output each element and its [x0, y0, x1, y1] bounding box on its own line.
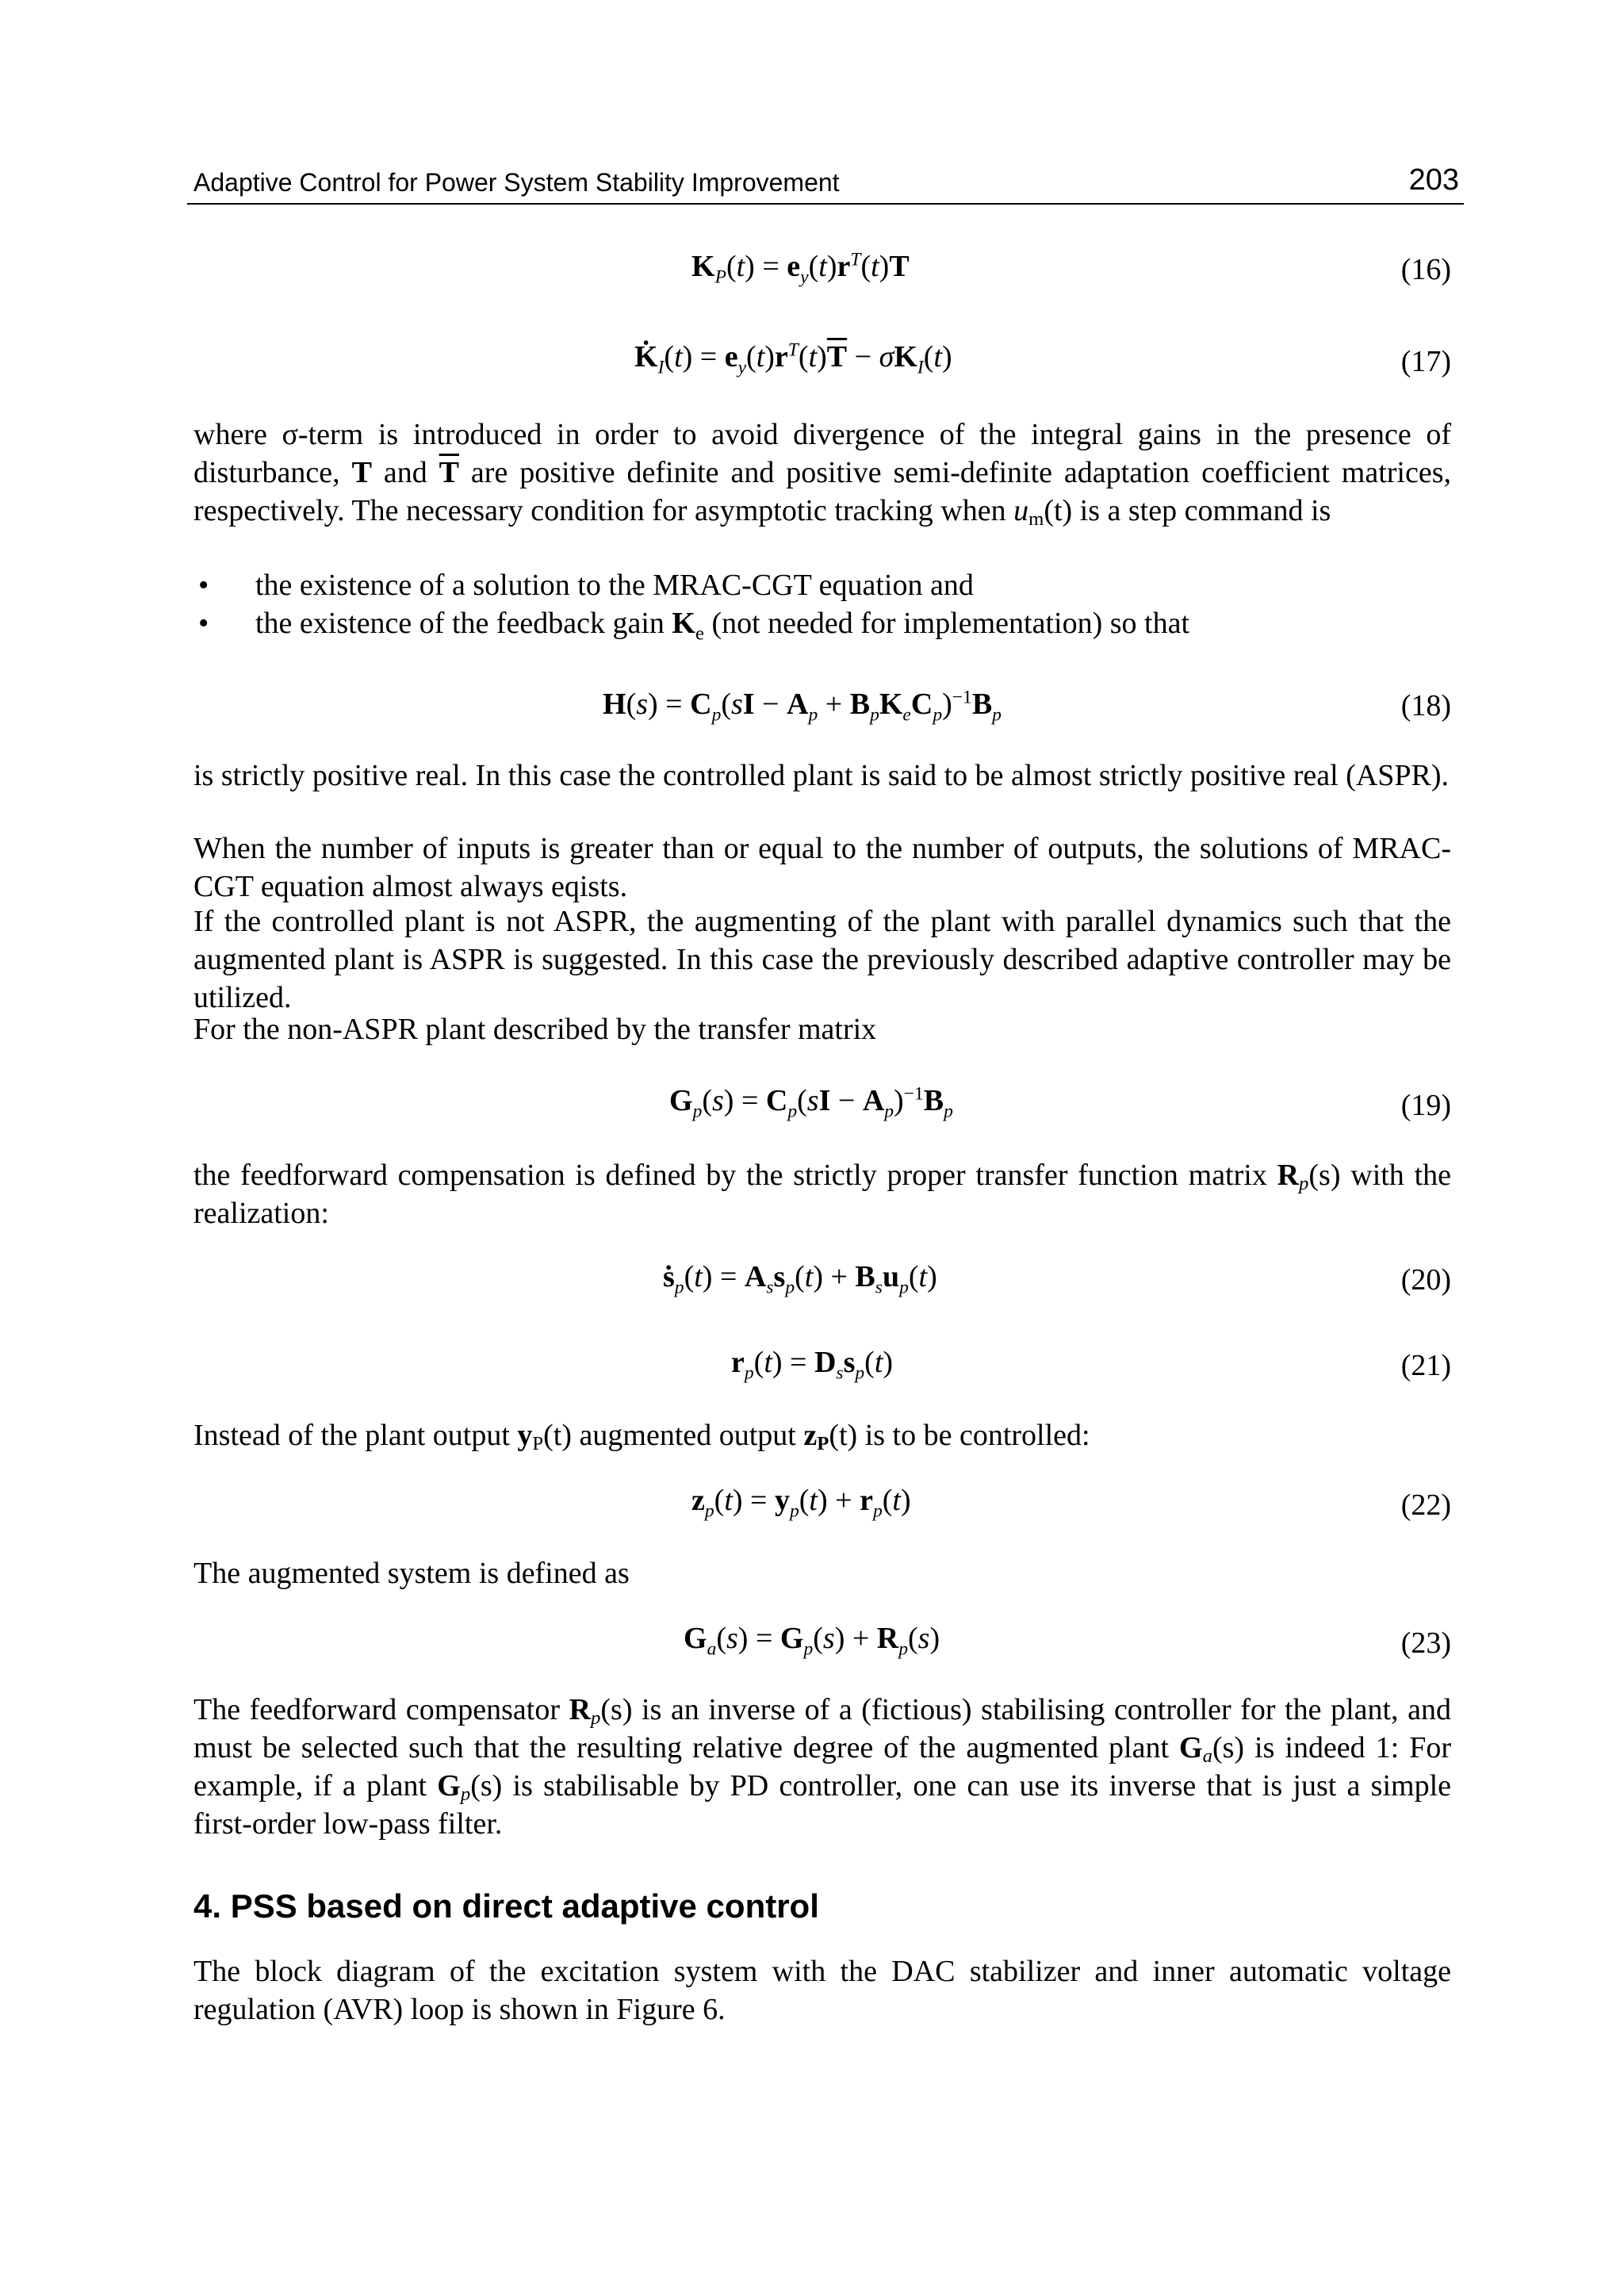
equation-number-21: (21)	[1400, 1349, 1451, 1382]
paragraph-not-aspr: If the controlled plant is not ASPR, the augmenting of the plant with parallel dynamics such that the augmented plant is ASPR is suggested. In this case the previously described adaptive controller may be utilized.	[193, 905, 1451, 1014]
equation-number-17: (17)	[1400, 345, 1451, 378]
equation-17: $K̇_I(t) = e_y(t)r^T(t)\overline{T} - \sigma K_I(t)$	[634, 339, 952, 378]
paragraph-feedforward-compensator: The feedforward compensator $R_p(s)$ is an inverse of a (fictious) stabilising controller for the plant, and must be selected such that the resulting relative degree of the augmented plant $G_a(s)$ is indeed 1: For example, if a plant $G_p(s)$ is stabilisable by PD controller, one can use its inverse that is just a simple first-order low-pass filter.	[193, 1693, 1452, 1841]
equation-21: $r_p(t) = D_ss_p(t)$	[731, 1346, 894, 1384]
paragraph-augmented-system: The augmented system is defined as	[193, 1557, 630, 1590]
running-header-title: Adaptive Control for Power System Stability Improvement	[193, 168, 840, 197]
paragraph-inputs-outputs: When the number of inputs is greater than or equal to the number of outputs, the solutions of MRAC-CGT equation almost always eqists.	[193, 832, 1451, 903]
paragraph-feedforward: the feedforward compensation is defined by the strictly proper transfer function matrix $R_p(s)$ with the realization:	[193, 1159, 1451, 1230]
paragraph-augmented-output: Instead of the plant output $y_P(t)$ augmented output $z_P(t)$ is to be controlled:	[193, 1419, 1090, 1455]
equation-number-18: (18)	[1400, 689, 1451, 722]
equation-16: $K_P(t) = e_y(t)r^T(t)T$	[691, 249, 910, 288]
equation-20: $ṡ_p(t) = A_ss_p(t) + B_su_p(t)$	[663, 1260, 937, 1298]
paragraph-non-aspr-plant: For the non-ASPR plant described by the transfer matrix	[193, 1013, 877, 1046]
equation-number-19: (19)	[1400, 1089, 1451, 1122]
equation-18: $H(s) = C_p(sI - A_p + B_pK_eC_p)^{-1}B_p$	[603, 687, 1002, 726]
equation-number-23: (23)	[1400, 1626, 1451, 1660]
section-heading: 4. PSS based on direct adaptive control	[193, 1887, 819, 1925]
equation-number-22: (22)	[1400, 1488, 1451, 1522]
paragraph-block-diagram: The block diagram of the excitation system with the DAC stabilizer and inner automatic voltage regulation (AVR) loop is shown in Figure 6.	[193, 1955, 1451, 2026]
equation-22: $z_p(t) = y_p(t) + r_p(t)$	[691, 1484, 911, 1522]
paragraph-aspr: is strictly positive real. In this case the controlled plant is said to be almost strictly positive real (ASPR).	[193, 759, 1450, 792]
equation-19: $G_p(s) = C_p(sI - A_p)^{-1}B_p$	[669, 1083, 953, 1122]
equation-23: $G_a(s) = G_p(s) + R_p(s)$	[684, 1622, 940, 1660]
bullet-item-1: • the existence of a solution to the MRAC-CGT equation and	[193, 566, 1451, 604]
header-rule	[187, 203, 1464, 205]
equation-number-20: (20)	[1400, 1263, 1451, 1297]
paragraph-sigma-term: where σ-term is introduced in order to avoid divergence of the integral gains in the presence of disturbance, T and $\overline{T}$ are positive definite and positive semi-definite adaptation coefficient matrices, respectively. The necessary condition for asymptotic tracking when $u_m(t)$ is a step command is	[193, 418, 1451, 531]
bullet-marker: •	[198, 569, 209, 602]
page-number: 203	[1408, 163, 1459, 197]
bullet-item-2: • the existence of the feedback gain $K_e$ (not needed for implementation) so that	[193, 604, 1451, 642]
bullet-marker: •	[198, 607, 209, 640]
equation-number-16: (16)	[1400, 253, 1451, 286]
